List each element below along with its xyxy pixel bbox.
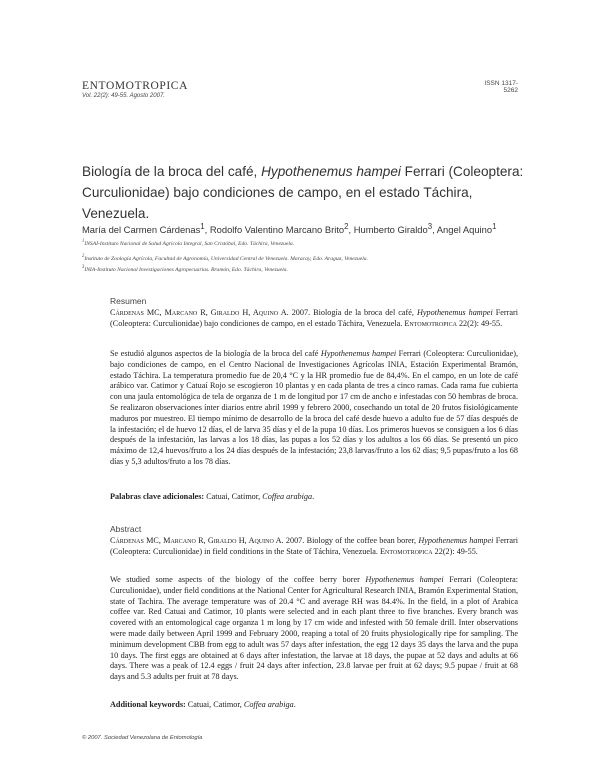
body-species: Hypothenemus hampei (320, 349, 397, 358)
abstract-citation (110, 536, 518, 558)
author-list: María del Carmen Cárdenas$^1$, Rodolfo Valentino Marcano Brito$^2$, Humberto Giraldo$^3$, Angel Aquino$^1$ (82, 222, 497, 236)
affiliation (82, 265, 532, 273)
citation-text: 2007. Biología de la broca del café, (288, 308, 417, 317)
body-text: Ferrari (Coleoptera: Curculionidae), under field conditions at the National Center for Agricultural Research INIA, Bramón Experimental Station, state of Tachira. The average temperature was of 20.4 °C and average RH was 84.4%. In the field, in a plot of Arabica coffee var. Red Catuai and Catimor, 10 plants were selected and in each plant three to five branches. Every branch was covered with an entomological cage organza 1 m long by 17 cm wide and infested with 50 female drill. Inter observations were made daily between April 1999 and February 2000, reaping a total of 20 fruits physiologically ripe for sampling. The minimum development CBB from egg to adult was 57 days after infestation, the egg 12 days 35 days the larva and the pupa 10 days. The first eggs are obtained at 6 days after infestation, the larvae at 18 days, the pupae at 52 days and adults at 66 days. There was a peak of 12.4 eggs / fruit 24 days after infection, 23.8 larvae per fruit at 62 days; 9.5 pupae / fruit at 68 days and 5.3 adults per fruit at 78 days. (110, 575, 518, 682)
keywords-species: Coffea arabiga (262, 492, 313, 501)
article-title (82, 161, 532, 224)
keywords-label: Additional keywords: (110, 700, 186, 709)
body-text: Ferrari (Coleoptera: Curculionidae), bajo condiciones de campo, en el Centro Nacional de Investigaciones Agrícolas INIA, Estación Experimental Bramón, estado Táchira. La temperatura promedio fue de 20,4 °C y la HR promedio fue de 84,4%. En el campo, en un lote de café arábico var. Catimor y Catuaí Rojo se escogieron 10 plantas y en cada planta de tres a cinco ramas. Cada rama fue cubierta con una jaula entomológica de tela de organza de 1 m de longitud por 17 cm de ancho e infestadas con 50 hembras de broca. Se realizaron observaciones ínter diarios entre abril 1999 y febrero 2000, cosechando un total de 20 frutos fisiológicamente maduros por muestreo. El tiempo mínimo de desarrollo de la broca del café desde huevo a adulto fue de 57 días después de la infestación; el de huevo 12 días, el de larva 35 días y el de la pupa 10 días. Los primeros huevos se consiguen a los 6 días después de la infestación, las larvas a los 18 días, las pupas a los 52 días y los adultos a los 66 días. Se presentó un pico máximo de 12,4 huevos/fruto a los 24 días después de la infestación; 23,8 larvas/fruto a los 62 días; 9,5 pupas/fruto a los 68 días y 5,3 adultos/fruto a los 78 días. (110, 349, 519, 466)
affiliation-text: INIA-Instituto Nacional Investigaciones Agropecuarias. Bramón, Edo. Táchira, Venezuela. (84, 266, 288, 273)
affiliation-sup: 2 (82, 254, 85, 259)
author: Rodolfo Valentino Marcano Brito (209, 224, 345, 236)
affiliation-text: Instituto de Zoología Agrícola, Facultad de Agronomía, Universidad Central de Venezuela. Maracay, Edo. Aragua, Venezuela. (84, 255, 368, 262)
author: Humberto Giraldo (353, 224, 428, 236)
keywords-text: Catuai, Catimor, (204, 492, 263, 501)
affiliation (82, 239, 532, 247)
citation-text: 22(2): 49-55. (432, 546, 478, 556)
citation-journal: Entomotropica (380, 546, 433, 556)
resumen-citation (110, 308, 518, 330)
citation-text: 22(2): 49-55. (456, 318, 503, 328)
keywords-text: Catuai, Catimor, (185, 700, 244, 709)
keywords-label: Palabras clave adicionales: (110, 492, 205, 501)
affiliation-text: INSAI-Instituto Nacional de Salud Agrícola Integral, San Cristóbal, Edo. Táchira, Venezuela. (84, 240, 295, 247)
title-species: Hypothenemus hampei (261, 164, 401, 179)
issn: ISSN 1317-5262 (484, 80, 518, 94)
resumen-body (110, 349, 518, 468)
citation-authors: Cárdenas MC, Marcano R, Giraldo H, Aquino A. (110, 308, 289, 317)
citation-species: Hypothenemus hampei (418, 536, 494, 545)
author: Angel Aquino (436, 224, 493, 236)
resumen-heading: Resumen (110, 296, 147, 306)
keywords-species: Coffea arabiga (243, 700, 294, 709)
affiliation (82, 254, 532, 262)
citation-text: Ferrari (Coleoptera: Curculionidae) in field conditions in the State of Táchira, Venezuela. (110, 536, 518, 556)
abstract-body (110, 575, 518, 683)
author-sup: 1 (492, 222, 497, 231)
body-species: Hypothenemus hampei (365, 575, 444, 584)
body-text: Se estudió algunos aspectos de la biología de la broca del café (110, 349, 321, 358)
copyright-footer: © 2007. Sociedad Venezolana de Entomología (82, 735, 203, 741)
resumen-keywords (110, 492, 518, 503)
keywords-end: . (312, 492, 315, 501)
citation-species: Hypothenemus hampei (416, 308, 493, 317)
author-sup: 3 (427, 222, 433, 231)
citation-text: 2007. Biology of the coffee bean borer, (283, 536, 419, 545)
keywords-end: . (293, 700, 296, 709)
body-text: We studied some aspects of the biology of the coffee berry borer (110, 575, 366, 584)
title-text: Ferrari (Coleoptera: Curculionidae) bajo condiciones de campo, en el estado Táchira, Venezuela. (82, 164, 524, 221)
title-text: Biología de la broca del café, (82, 164, 262, 179)
abstract-keywords (110, 700, 518, 711)
author: María del Carmen Cárdenas (82, 224, 201, 236)
abstract-heading: Abstract (110, 524, 142, 534)
affiliation-sup: 1 (82, 239, 85, 244)
journal-name: ENTOMOTROPICA (82, 80, 188, 92)
citation-authors: Cárdenas MC, Marcano R, Giraldo H, Aquino A. (110, 536, 284, 545)
affiliation-sup: 3 (82, 265, 85, 270)
citation-journal: Entomotropica (404, 318, 457, 328)
author-sup: 2 (344, 222, 349, 231)
citation-text: Ferrari (Coleoptera: Curculionidae) bajo condiciones de campo, en el estado Táchira, Venezuela. (110, 308, 519, 328)
journal-volume: Vol. 22(2): 49-55. Agosto 2007. (82, 93, 165, 99)
author-sup: 1 (200, 222, 205, 231)
